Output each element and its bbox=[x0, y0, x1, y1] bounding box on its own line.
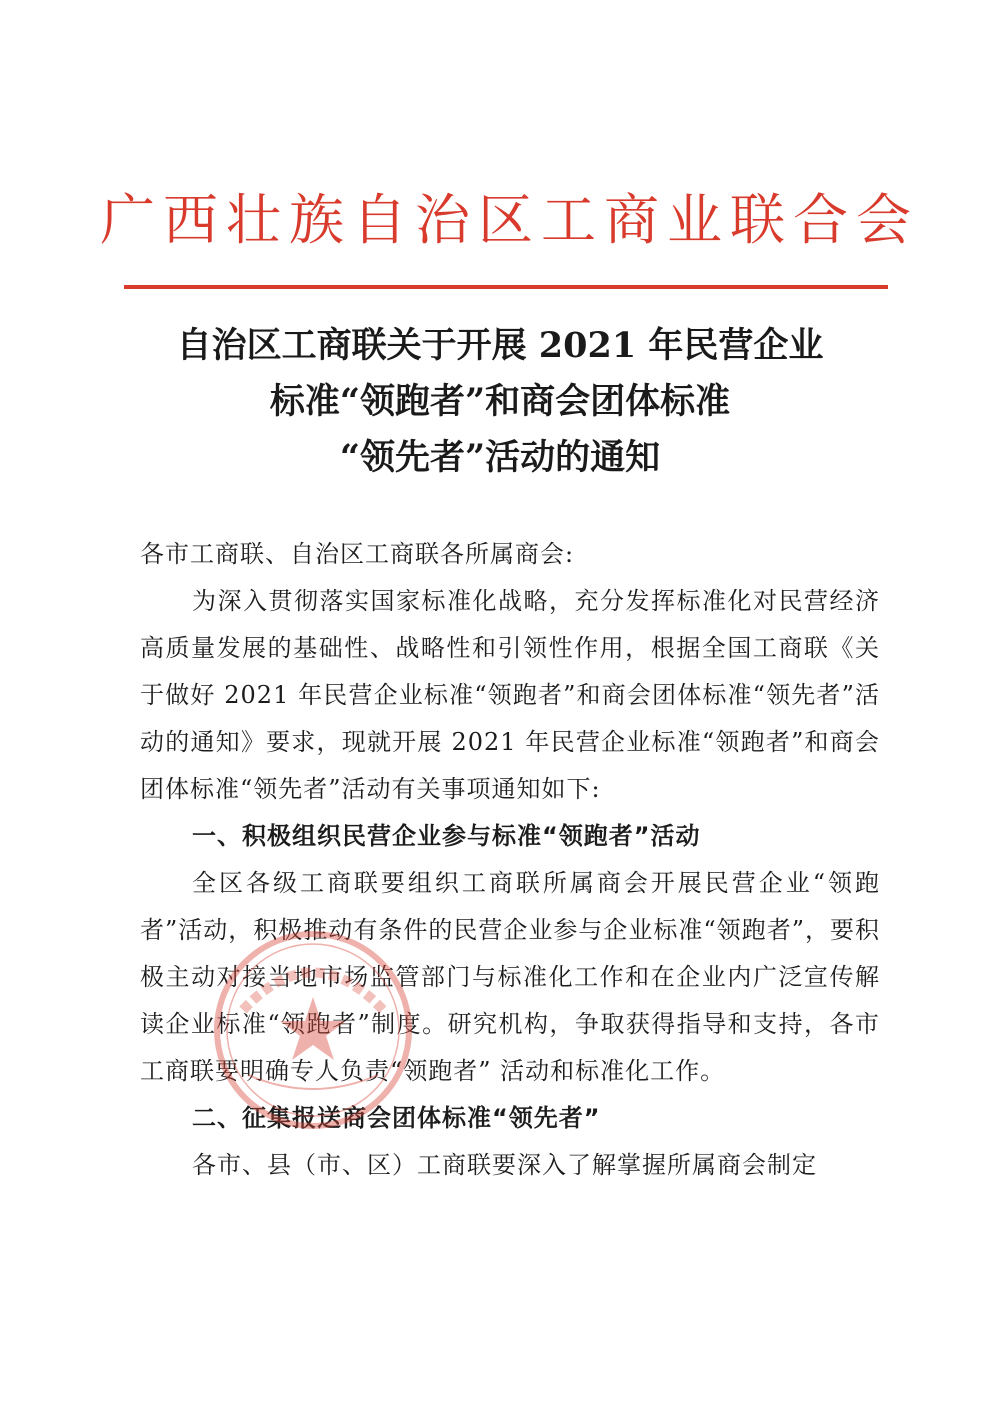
section-1-paragraph: 全区各级工商联要组织工商联所属商会开展民营企业“领跑者”活动，积极推动有条件的民营企业参与企业标准“领跑者”，要积极主动对接当地市场监管部门与标准化工作和在企业内广泛宣传解读企业标准“领跑者”制度。研究机构，争取获得指导和支持，各市工商联要明确专人负责“领跑者” 活动和标准化工作。 bbox=[140, 869, 880, 1085]
title-line-3: “领先者”活动的通知 bbox=[339, 437, 661, 478]
section-1-heading: 一、积极组织民营企业参与标准“领跑者”活动 bbox=[192, 822, 701, 850]
salutation: 各市工商联、自治区工商联各所属商会: bbox=[140, 540, 575, 568]
header-divider bbox=[124, 285, 888, 289]
document-body bbox=[140, 531, 880, 1189]
organization-header: 广西壮族自治区工商业联合会 bbox=[100, 188, 920, 252]
title-line-1: 自治区工商联关于开展 2021 年民营企业 bbox=[176, 325, 824, 366]
document-title bbox=[110, 318, 890, 486]
intro-paragraph: 为深入贯彻落实国家标准化战略，充分发挥标准化对民营经济高质量发展的基础性、战略性和引领性作用，根据全国工商联《关于做好 2021 年民营企业标准“领跑者”和商会团体标准“领先者”活动的通知》要求，现就开展 2021 年民营企业标准“领跑者”和商会团体标准“领先者”活动有关事项通知如下: bbox=[140, 587, 880, 803]
section-2-paragraph: 各市、县（市、区）工商联要深入了解掌握所属商会制定 bbox=[192, 1151, 817, 1179]
section-2-heading: 二、征集报送商会团体标准“领先者” bbox=[192, 1104, 601, 1132]
title-line-2: 标准“领跑者”和商会团体标准 bbox=[269, 381, 731, 422]
